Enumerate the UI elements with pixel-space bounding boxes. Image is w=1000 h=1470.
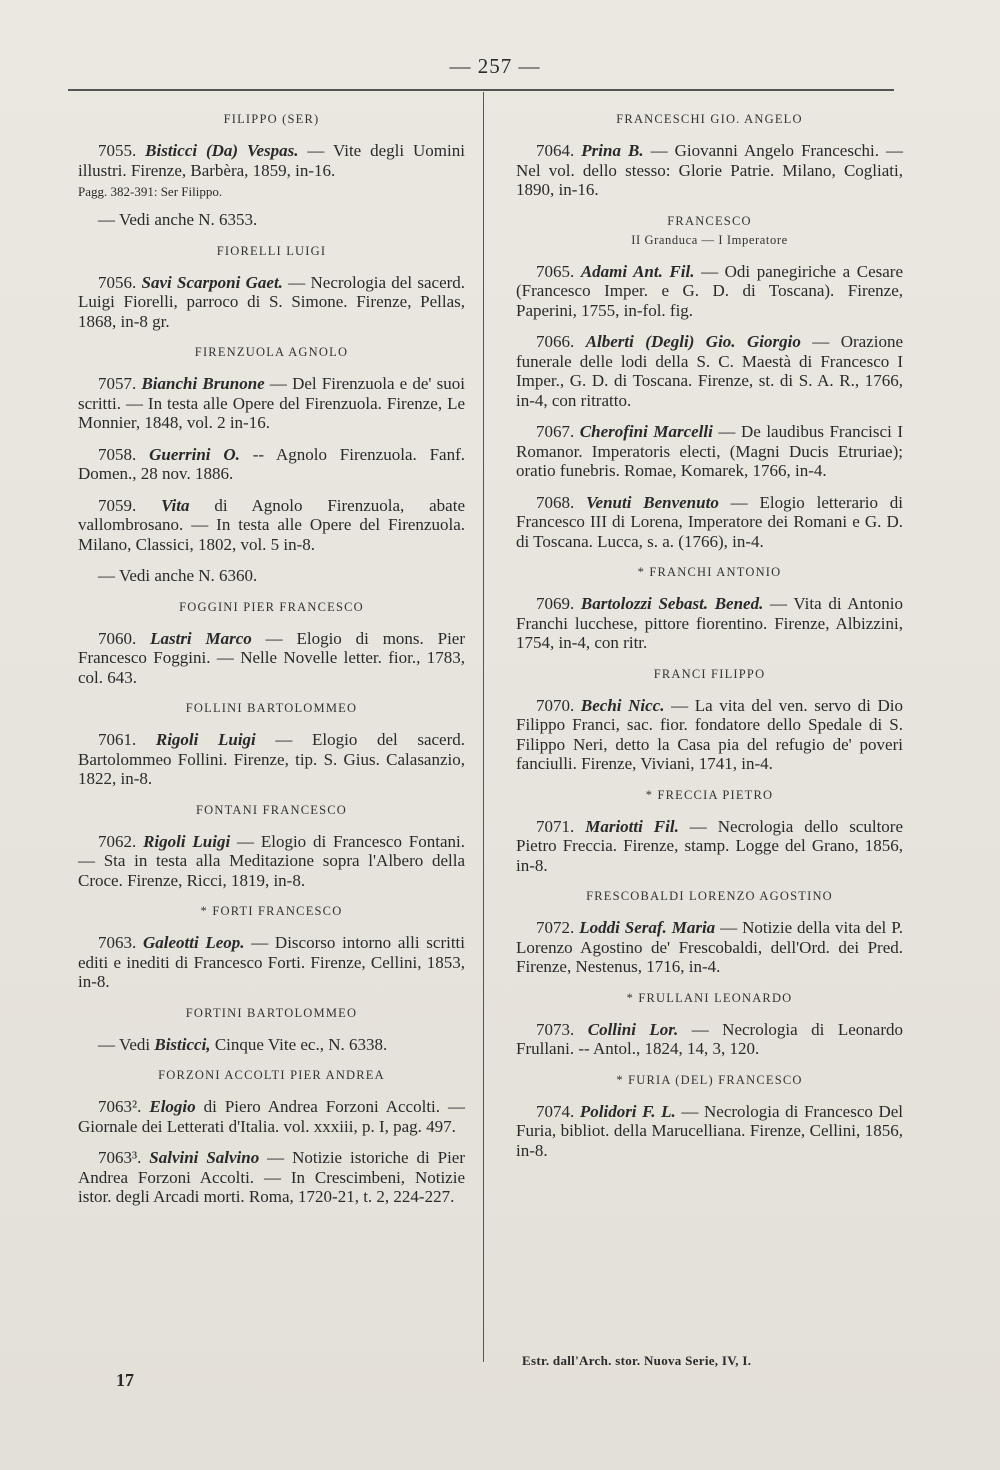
entry-text: — Giovanni Angelo Franceschi. — Nel vol. dello stesso: Glorie Patrie. Milano, Cogliati, 1890, in-16. bbox=[516, 141, 903, 199]
entry-number: 7062. bbox=[98, 831, 137, 851]
entry-author: Bianchi Brunone bbox=[141, 374, 265, 393]
bibliography-entry bbox=[78, 273, 465, 332]
entry-author: Elogio bbox=[149, 1097, 196, 1116]
entry-number: 7065. bbox=[536, 261, 575, 281]
section-heading bbox=[516, 565, 903, 580]
bibliography-entry bbox=[78, 933, 465, 992]
heading-subtitle: II Granduca — I Imperatore bbox=[631, 232, 788, 247]
entry-number: 7061. bbox=[98, 730, 137, 749]
entry-author: Polidori F. L. bbox=[579, 1101, 676, 1121]
entry-text: — Necrologia di Francesco Del Furia, bibliot. della Marucelliana. Firenze, Cellini, 1856, in-8. bbox=[516, 1101, 904, 1160]
heading-text: FRESCOBALDI LORENZO AGOSTINO bbox=[586, 889, 833, 903]
bibliography-entry bbox=[516, 1102, 903, 1161]
bibliography-entry bbox=[516, 1020, 903, 1059]
entry-text: — Notizie istoriche di Pier Andrea Forzoni Accolti. — In Crescimbeni, Notizie istor. degli Arcadi morti. Roma, 1720-21, t. 2, 224-227. bbox=[78, 1148, 466, 1206]
section-heading bbox=[516, 889, 903, 904]
entry-text: — Necrologia dello scultore Pietro Freccia. Firenze, stamp. Logge del Grano, 1856, in-8. bbox=[516, 816, 904, 875]
entry-text: — Notizie della vita del P. Lorenzo Agostino de' Frescobaldi, dell'Ord. dei Pred. Firenze, Nestenus, 1716, in-4. bbox=[516, 918, 904, 976]
entry-author: Savi Scarponi Gaet. bbox=[141, 272, 283, 292]
heading-text: FRANCI FILIPPO bbox=[653, 666, 766, 681]
entry-author: Rigoli Luigi bbox=[143, 831, 231, 851]
section-heading bbox=[78, 345, 465, 360]
section-heading bbox=[516, 788, 903, 803]
heading-text: FOGGINI PIER FRANCESCO bbox=[179, 599, 364, 614]
right-column bbox=[516, 112, 903, 1172]
bibliography-entry bbox=[78, 374, 465, 433]
entry-number: 7057. bbox=[98, 374, 137, 393]
bibliography-entry bbox=[516, 817, 903, 876]
entry-text: — Discorso intorno alli scritti editi e inediti di Francesco Forti. Firenze, Cellini, 1853, in-8. bbox=[78, 933, 465, 991]
heading-text: FIORELLI LUIGI bbox=[216, 243, 327, 258]
column-divider bbox=[483, 92, 484, 1362]
heading-text: FONTANI FRANCESCO bbox=[195, 802, 347, 817]
section-heading bbox=[78, 600, 465, 615]
header-rule bbox=[68, 89, 894, 91]
section-heading bbox=[78, 803, 465, 818]
cross-reference-target: Cinque Vite ec., N. 6338. bbox=[210, 1034, 388, 1054]
entry-author: Lastri Marco bbox=[150, 628, 252, 648]
entry-number: 7060. bbox=[98, 628, 137, 648]
heading-text: * FRECCIA PIETRO bbox=[645, 787, 774, 802]
entry-number: 7064. bbox=[536, 141, 575, 160]
entry-number: 7068. bbox=[536, 492, 575, 512]
heading-text: FORTINI BARTOLOMMEO bbox=[185, 1005, 358, 1020]
cross-reference bbox=[78, 210, 465, 230]
entry-text: — Elogio di mons. Pier Francesco Foggini. — Nelle Novelle letter. fior., 1783, col. 643. bbox=[78, 628, 466, 687]
bibliography-entry bbox=[516, 422, 903, 481]
entry-author: Collini Lor. bbox=[587, 1019, 679, 1039]
heading-text: * FRANCHI ANTONIO bbox=[637, 565, 782, 579]
entry-author: Galeotti Leop. bbox=[142, 933, 245, 952]
entry-number: 7056. bbox=[98, 272, 137, 292]
entry-text: — De laudibus Francisci I Romanor. Imperatoris electi, (Magni Ducis Etruriae); oratio funebris. Romae, Komarek, 1766, in-4. bbox=[516, 422, 903, 480]
entry-author: Bechi Nicc. bbox=[580, 695, 665, 715]
cross-reference-text: — Vedi anche N. 6360. bbox=[98, 566, 258, 585]
entry-text: — Vita di Antonio Franchi lucchese, pittore fiorentino. Firenze, Albizzini, 1754, in-4, con ritr. bbox=[516, 594, 903, 652]
entry-number: 7073. bbox=[536, 1019, 575, 1039]
bibliography-entry bbox=[516, 594, 903, 653]
entry-author: Venuti Benvenuto bbox=[586, 492, 719, 512]
bibliography-entry bbox=[516, 262, 903, 321]
bibliography-entry bbox=[516, 493, 903, 552]
bibliography-entry bbox=[78, 141, 465, 180]
cross-reference-author: Bisticci, bbox=[154, 1034, 211, 1054]
entry-note: Pagg. 382-391: Ser Filippo. bbox=[78, 184, 223, 199]
cross-reference bbox=[78, 1035, 465, 1055]
entry-text: — Necrologia di Leonardo Frullani. -- Antol., 1824, 14, 3, 120. bbox=[516, 1019, 904, 1058]
entry-text: di Piero Andrea Forzoni Accolti. — Giornale dei Letterati d'Italia. vol. xxxiii, p. I, pag. 497. bbox=[78, 1097, 466, 1136]
entry-author: Rigoli Luigi bbox=[155, 730, 256, 749]
cross-reference-text: — Vedi bbox=[98, 1034, 155, 1054]
cross-reference bbox=[78, 566, 465, 586]
entry-author: Bisticci (Da) Vespas. bbox=[145, 141, 299, 160]
section-heading bbox=[516, 991, 903, 1006]
heading-text: * FORTI FRANCESCO bbox=[200, 904, 343, 918]
entry-text: -- Agnolo Firenzuola. Fanf. Domen., 28 nov. 1886. bbox=[78, 444, 465, 483]
section-heading bbox=[78, 244, 465, 259]
entry-author: Bartolozzi Sebast. Bened. bbox=[580, 594, 764, 613]
section-heading bbox=[516, 214, 903, 248]
entry-text: — Elogio letterario di Francesco III di Lorena, Imperatore dei Romani e G. D. di Toscana. Lucca, s. a. (1766), in-4. bbox=[516, 492, 904, 551]
entry-number: 7063². bbox=[98, 1097, 142, 1116]
bibliography-entry bbox=[78, 445, 465, 484]
entry-number: 7074. bbox=[536, 1101, 575, 1121]
entry-number: 7069. bbox=[536, 594, 575, 613]
section-heading bbox=[78, 701, 465, 716]
entry-author: Cherofini Marcelli bbox=[579, 422, 713, 441]
bibliography-entry bbox=[516, 141, 903, 200]
entry-text: — Necrologia del sacerd. Luigi Fiorelli, parroco di S. Simone. Firenze, Pellas, 1868, in-8 gr. bbox=[78, 272, 466, 331]
section-heading bbox=[516, 112, 903, 127]
bibliography-entry bbox=[516, 918, 903, 977]
bibliography-entry bbox=[516, 332, 903, 410]
section-heading bbox=[516, 1073, 903, 1088]
entry-author: Vita bbox=[161, 495, 190, 515]
heading-text: FOLLINI BARTOLOMMEO bbox=[185, 701, 358, 715]
bibliography-entry bbox=[78, 1148, 465, 1207]
heading-text: FILIPPO (SER) bbox=[223, 112, 320, 126]
entry-author: Guerrini O. bbox=[149, 444, 240, 464]
heading-text: * FURIA (DEL) FRANCESCO bbox=[616, 1072, 803, 1087]
entry-author: Loddi Seraf. Maria bbox=[579, 918, 716, 937]
entry-author: Adami Ant. Fil. bbox=[580, 261, 695, 281]
signature-mark: 17 bbox=[116, 1370, 134, 1390]
heading-text: * FRULLANI LEONARDO bbox=[626, 990, 793, 1005]
entry-number: 7070. bbox=[536, 695, 575, 715]
entry-author: Alberti (Degli) Gio. Giorgio bbox=[585, 332, 801, 351]
entry-author: Prina B. bbox=[581, 141, 644, 160]
section-heading bbox=[78, 904, 465, 919]
section-heading bbox=[516, 667, 903, 682]
heading-text: FRANCESCHI GIO. ANGELO bbox=[616, 112, 803, 126]
page-number: — 257 — bbox=[449, 54, 541, 78]
heading-text: FRANCESCO bbox=[667, 213, 752, 228]
entry-text: di Agnolo Firenzuola, abate vallombrosano. — In testa alle Opere del Firenzuola. Milano, Classici, 1802, vol. 5 in-8. bbox=[78, 495, 465, 554]
entry-number: 7063. bbox=[98, 933, 137, 952]
bibliography-entry bbox=[78, 1097, 465, 1136]
section-heading bbox=[78, 1006, 465, 1021]
entry-text: — Elogio del sacerd. Bartolommeo Follini. Firenze, tip. S. Gius. Calasanzio, 1822, in-8. bbox=[78, 730, 466, 788]
footer-note: Estr. dall'Arch. stor. Nuova Serie, IV, I. bbox=[522, 1353, 752, 1368]
entry-author: Salvini Salvino bbox=[149, 1148, 260, 1167]
entry-text: — Del Firenzuola e de' suoi scritti. — In testa alle Opere del Firenzuola. Firenze, Le Monnier, 1848, vol. 2 in-16. bbox=[78, 374, 465, 432]
heading-text: FIRENZUOLA AGNOLO bbox=[194, 345, 349, 359]
entry-number: 7055. bbox=[98, 141, 137, 160]
entry-text: — Odi panegiriche a Cesare (Francesco Imper. e G. D. di Toscana). Firenze, Paperini, 1755, in-fol. fig. bbox=[516, 261, 904, 320]
entry-text: — La vita del ven. servo di Dio Filippo Franci, sac. fior. fondatore dello Spedale di S. Filippo Neri, detto la Casa pia del refugio de' poveri fanciulli. Firenze, Viviani, 1741, in-4. bbox=[516, 695, 904, 773]
cross-reference-text: — Vedi anche N. 6353. bbox=[98, 210, 258, 229]
heading-text: FORZONI ACCOLTI PIER ANDREA bbox=[158, 1068, 385, 1082]
entry-author: Mariotti Fil. bbox=[585, 816, 679, 836]
bibliography-entry bbox=[78, 629, 465, 688]
entry-text: — Orazione funerale delle lodi della S. C. Maestà di Francesco I Imper., G. D. di Toscana. Firenze, st. di S. A. R., 1766, in-4, con ritratto. bbox=[516, 332, 903, 410]
bibliography-entry bbox=[78, 730, 465, 789]
entry-number: 7058. bbox=[98, 444, 137, 464]
entry-number: 7066. bbox=[536, 332, 575, 351]
section-heading bbox=[78, 1068, 465, 1083]
entry-number: 7067. bbox=[536, 422, 575, 441]
section-heading bbox=[78, 112, 465, 127]
bibliography-entry bbox=[516, 696, 903, 774]
left-column bbox=[78, 112, 465, 1219]
bibliography-entry bbox=[78, 832, 465, 891]
entry-number: 7072. bbox=[536, 918, 575, 937]
entry-number: 7063³. bbox=[98, 1148, 142, 1167]
entry-text: — Vite degli Uomini illustri. Firenze, Barbèra, 1859, in-16. bbox=[78, 141, 465, 180]
entry-number: 7059. bbox=[98, 495, 137, 515]
entry-text: — Elogio di Francesco Fontani. — Sta in testa alla Meditazione sopra l'Albero della Croce. Firenze, Ricci, 1819, in-8. bbox=[78, 831, 465, 890]
bibliography-entry bbox=[78, 496, 465, 555]
entry-number: 7071. bbox=[536, 816, 575, 836]
